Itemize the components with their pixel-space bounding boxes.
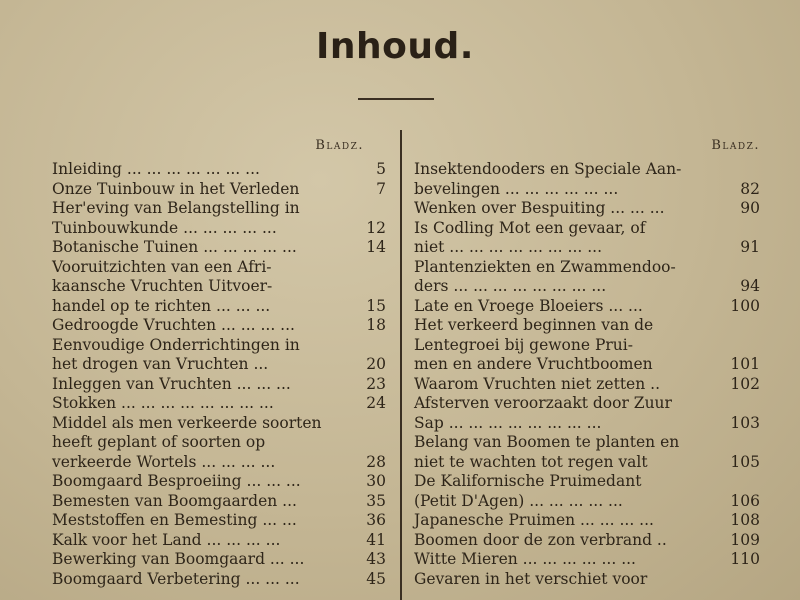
toc-entry [414,258,760,297]
toc-entry-title: Bemesten van Boomgaarden ... [52,491,297,510]
title-underline [358,98,434,100]
toc-entry-title: Waarom Vruchten niet zetten .. [414,374,660,393]
toc-entry-title: Insektendooders en Speciale Aan- bevelingen ... ... ... ... ... ... [414,160,682,198]
toc-entry [52,258,386,317]
toc-entry-page: 106 [730,491,760,510]
toc-entry-page: 110 [730,550,760,568]
toc-entry-title: Inleiding ... ... ... ... ... ... ... [52,160,260,178]
toc-entry-title: Witte Mieren ... ... ... ... ... ... [414,550,636,568]
toc-entry-page: 28 [366,452,386,471]
toc-entry-title: Boomgaard Besproeiing ... ... ... [52,472,301,490]
toc-entry-page: 41 [366,530,386,549]
toc-entry [52,336,386,375]
toc-entry-title: Boomgaard Verbetering ... ... ... [52,569,300,588]
toc-entry-page: 105 [730,452,760,471]
toc-entry-page: 102 [730,374,760,393]
toc-entry [414,550,760,570]
toc-entry-page: 91 [740,238,760,256]
toc-entry-title: Afsterven veroorzaakt door Zuur Sap ... ... ... ... ... ... ... ... [414,394,672,432]
toc-entry [414,160,760,199]
toc-entry-page: 109 [730,530,760,549]
toc-entry-page: 108 [730,511,760,529]
toc-entry-title: Het verkeerd beginnen van de Lentegroei bij gewone Prui- men en andere Vruchtboomen [414,316,654,373]
toc-entry-page: 43 [366,550,386,568]
toc-entry [52,492,386,512]
toc-entry [414,219,760,258]
toc-entry-page: 94 [740,277,760,295]
toc-entry [414,199,760,219]
toc-entry-title: Eenvoudige Onderrichtingen in het drogen van Vruchten ... [52,335,300,373]
toc-entry-title: Is Codling Mot een gevaar, of niet ... ... ... ... ... ... ... ... [414,218,646,256]
toc-entry-title: Her'eving van Belangstelling in Tuinbouwkunde ... ... ... ... ... [52,199,300,237]
toc-entry [414,531,760,551]
toc-entry-page: 103 [730,413,760,432]
page-column-header: Bladz. [315,138,364,153]
toc-entry-title: Onze Tuinbouw in het Verleden [52,179,300,198]
toc-entry-title: Wenken over Bespuiting ... ... ... [414,199,665,217]
toc-entry [414,297,760,317]
toc-right-column [414,138,760,589]
toc-entry-title: Inleggen van Vruchten ... ... ... [52,374,291,393]
toc-entry [414,472,760,511]
toc-entry [414,570,760,590]
toc-entry-title: Gedroogde Vruchten ... ... ... ... [52,316,295,334]
toc-entry-title: Middel als men verkeerde soorten heeft geplant of soorten op verkeerde Wortels ... ... ... ... [52,413,322,471]
toc-entry [52,375,386,395]
toc-list [52,160,386,589]
toc-entry [52,180,386,200]
toc-entry [52,570,386,590]
toc-entry-title: Vooruitzichten van een Afri- kaansche Vruchten Uitvoer- handel op te richten ... ... ... [52,257,273,315]
toc-entry-title: Japanesche Pruimen ... ... ... ... [414,511,654,529]
toc-entry [52,531,386,551]
toc-entry-page: 5 [376,160,386,178]
toc-entry-page: 101 [730,355,760,373]
toc-entry-page: 100 [730,296,760,315]
toc-entry [52,160,386,180]
toc-entry-page: 20 [366,355,386,373]
toc-left-column [52,138,386,589]
toc-entry-title: Bewerking van Boomgaard ... ... [52,550,305,568]
toc-entry-page: 15 [366,296,386,315]
toc-entry-page: 90 [740,199,760,217]
toc-entry [52,511,386,531]
toc-entry-title: De Kalifornische Pruimedant (Petit D'Agen) ... ... ... ... ... [414,472,642,510]
toc-entry-title: Late en Vroege Bloeiers ... ... [414,296,643,315]
toc-entry-title: Belang van Boomen te planten en niet te wachten tot regen valt [414,433,680,471]
toc-entry [52,238,386,258]
toc-entry-page: 82 [740,179,760,198]
toc-entry [52,414,386,473]
toc-entry [414,394,760,433]
toc-entry-title: Gevaren in het verschiet voor [414,569,648,588]
toc-entry-title: Meststoffen en Bemesting ... ... [52,511,297,529]
toc-entry [52,550,386,570]
toc-entry-page: 45 [366,569,386,588]
toc-entry-page: 23 [366,374,386,393]
toc-entry-page: 14 [366,238,386,256]
toc-entry [414,375,760,395]
toc-entry-page: 7 [376,179,386,198]
column-divider [400,130,402,600]
toc-entry [52,472,386,492]
toc-entry [414,433,760,472]
toc-entry-title: Plantenziekten en Zwammendoo- ders ... ... ... ... ... ... ... ... [414,257,676,295]
toc-entry [414,316,760,375]
toc-list [414,160,760,589]
toc-entry-page: 36 [366,511,386,529]
toc-entry-title: Botanische Tuinen ... ... ... ... ... [52,238,297,256]
toc-entry-page: 18 [366,316,386,334]
page-title: Inhoud. [316,26,474,67]
toc-entry [414,511,760,531]
toc-entry [52,199,386,238]
toc-entry-title: Kalk voor het Land ... ... ... ... [52,530,281,549]
toc-entry [52,394,386,414]
toc-entry-page: 12 [366,218,386,237]
page-column-header: Bladz. [711,138,760,153]
toc-entry [52,316,386,336]
toc-entry-title: Stokken ... ... ... ... ... ... ... ... [52,394,274,412]
toc-entry-page: 30 [366,472,386,490]
toc-entry-title: Boomen door de zon verbrand .. [414,530,667,549]
toc-entry-page: 35 [366,491,386,510]
toc-entry-page: 24 [366,394,386,412]
